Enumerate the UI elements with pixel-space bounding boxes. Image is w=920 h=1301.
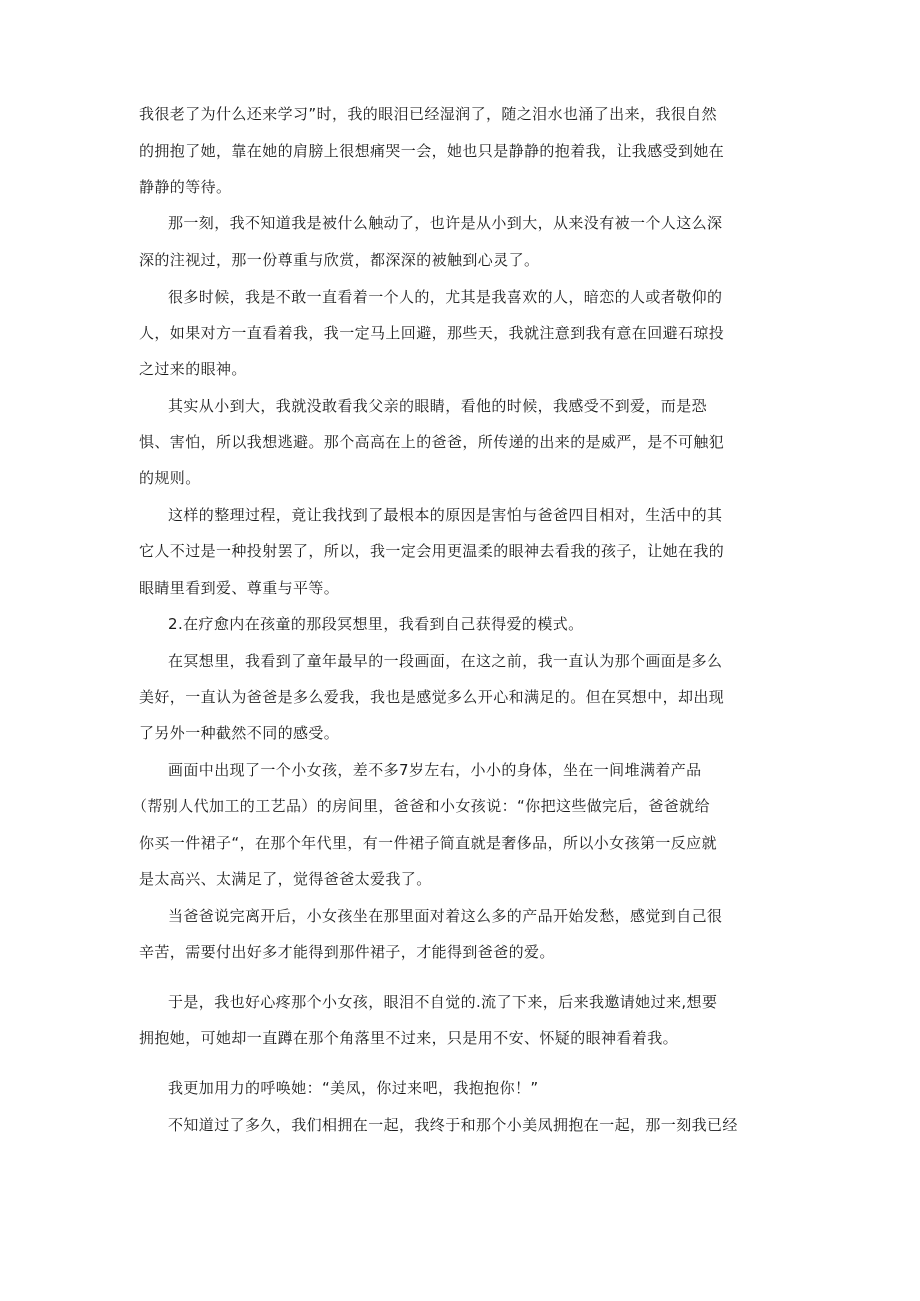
text-line: 我更加用力的呼唤她：“美凤，你过来吧，我抱抱你！”	[168, 1079, 539, 1097]
text-line: 深的注视过，那一份尊重与欣赏，都深深的被触到心灵了。	[139, 251, 540, 269]
text-line: 这样的整理过程，竟让我找到了最根本的原因是害怕与爸爸四目相对，生活中的其	[168, 506, 723, 524]
text-line: 它人不过是一种投射罢了，所以，我一定会用更温柔的眼神去看我的孩子，让她在我的	[139, 542, 725, 560]
text-line: 于是，我也好心疼那个小女孩，眼泪不自觉的.流了下来，后来我邀请她过来,想要	[168, 993, 718, 1011]
text-line: 当爸爸说完离开后，小女孩坐在那里面对着这么多的产品开始发愁，感觉到自己很	[168, 907, 723, 925]
text-line: 的拥抱了她，靠在她的肩膀上很想痛哭一会，她也只是静静的抱着我，让我感受到她在	[139, 142, 725, 160]
text-line: 之过来的眼神。	[139, 360, 247, 378]
text-line: 不知道过了多久，我们相拥在一起，我终于和那个小美凤拥抱在一起，那一刻我已经	[168, 1116, 738, 1134]
text-line: 静静的等待。	[139, 178, 232, 196]
text-line: 我很老了为什么还来学习”时，我的眼泪已经湿润了，随之泪水也涌了出来，我很自然	[139, 105, 717, 123]
text-line: 眼睛里看到爱、尊重与平等。	[139, 579, 340, 597]
text-line: 其实从小到大，我就没敢看我父亲的眼睛，看他的时候，我感受不到爱，而是恐	[168, 397, 708, 415]
text-line: 的规则。	[139, 469, 201, 487]
section-heading: 2.在疗愈内在孩童的那段冥想里，我看到自己获得爱的模式。	[168, 615, 584, 633]
text-line: 在冥想里，我看到了童年最早的一段画面，在这之前，我一直认为那个画面是多么	[168, 652, 723, 670]
text-line: 美好，一直认为爸爸是多么爱我，我也是感觉多么开心和满足的。但在冥想中，却出现	[139, 688, 725, 706]
text-line: （帮别人代加工的工艺品）的房间里，爸爸和小女孩说：“你把这些做完后，爸爸就给	[132, 797, 710, 815]
text-line: 画面中出现了一个小女孩，差不多7岁左右，小小的身体，坐在一间堆满着产品	[168, 761, 702, 779]
text-line: 是太高兴、太满足了，觉得爸爸太爱我了。	[139, 870, 432, 888]
text-line: 辛苦，需要付出好多才能得到那件裙子，才能得到爸爸的爱。	[139, 943, 555, 961]
text-line: 拥抱她，可她却一直蹲在那个角落里不过来，只是用不安、怀疑的眼神看着我。	[139, 1029, 679, 1047]
text-line: 人，如果对方一直看着我，我一定马上回避，那些天，我就注意到我有意在回避石琼投	[139, 324, 725, 342]
text-line: 很多时候，我是不敢一直看着一个人的，尤其是我喜欢的人，暗恋的人或者敬仰的	[168, 288, 723, 306]
text-line: 惧、害怕，所以我想逃避。那个高高在上的爸爸，所传递的出来的是威严，是不可触犯	[139, 433, 725, 451]
text-line: 你买一件裙子“，在那个年代里，有一件裙子简直就是奢侈品，所以小女孩第一反应就	[139, 834, 717, 852]
text-line: 那一刻，我不知道我是被什么触动了，也许是从小到大，从来没有被一个人这么深	[168, 214, 723, 232]
text-line: 了另外一种截然不同的感受。	[139, 724, 340, 742]
